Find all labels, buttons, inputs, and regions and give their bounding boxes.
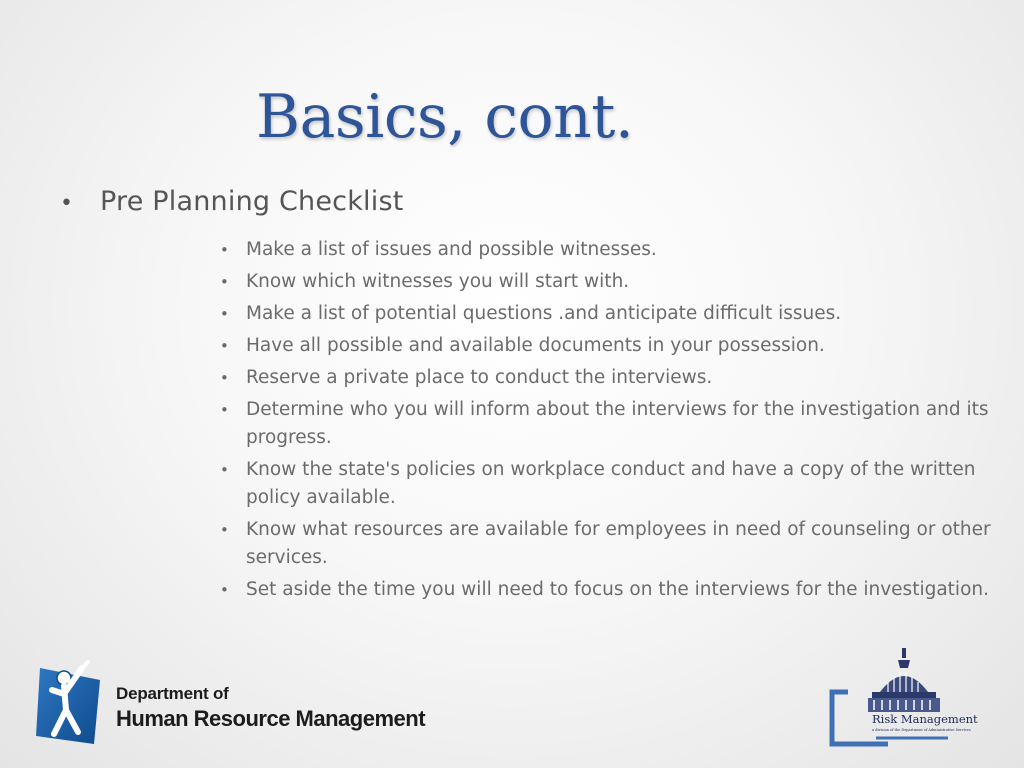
checklist-item-text: Reserve a private place to conduct the interviews. [246, 367, 713, 388]
checklist-item-text: Have all possible and available documents in your possession. [246, 335, 825, 356]
risk-management-name: Risk Management [872, 712, 978, 726]
bullet-icon: • [220, 581, 229, 599]
bullet-icon: • [220, 461, 229, 479]
bullet-icon: • [220, 369, 229, 387]
risk-management-logo [828, 644, 1004, 754]
checklist-section [56, 186, 991, 600]
checklist-item [220, 236, 1010, 264]
bullet-icon: • [220, 521, 229, 539]
dhrm-logo [36, 660, 426, 744]
dhrm-line1: Department of [116, 684, 229, 703]
risk-management-tagline: a division of the Department of Administrative Services [872, 728, 971, 732]
checklist-heading-row [56, 186, 956, 217]
checklist-item [220, 456, 1010, 512]
checklist-item [220, 364, 1010, 392]
checklist-item [220, 268, 1010, 296]
checklist-item-text: Set aside the time you will need to focus on the interviews for the investigation. [246, 579, 989, 600]
checklist-item-text: Know the state's policies on workplace conduct and have a copy of the written policy available. [246, 459, 976, 508]
dhrm-line2: Human Resource Management [116, 706, 426, 731]
capitol-dome-icon [828, 644, 1004, 754]
bullet-icon: • [220, 401, 229, 419]
bullet-icon: • [60, 191, 73, 216]
checklist-item [220, 332, 1010, 360]
checklist-item-text: Know what resources are available for employees in need of counseling or other services. [246, 519, 991, 568]
checklist-items [220, 236, 1010, 608]
checklist-item [220, 516, 1010, 572]
checklist-item [220, 396, 1010, 452]
bullet-icon: • [220, 241, 229, 259]
checklist-item-text: Make a list of potential questions .and anticipate difficult issues. [246, 303, 842, 324]
checklist-item [220, 300, 1010, 328]
bullet-icon: • [220, 273, 229, 291]
checklist-heading: Pre Planning Checklist [100, 186, 404, 217]
checklist-item-text: Make a list of issues and possible witnesses. [246, 239, 657, 260]
checklist-item-text: Determine who you will inform about the interviews for the investigation and its progress. [246, 399, 989, 448]
checklist-item-text: Know which witnesses you will start with. [246, 271, 630, 292]
checklist-item [220, 576, 1010, 604]
slide-title: Basics, cont. [256, 82, 634, 152]
bullet-icon: • [220, 337, 229, 355]
bullet-icon: • [220, 305, 229, 323]
